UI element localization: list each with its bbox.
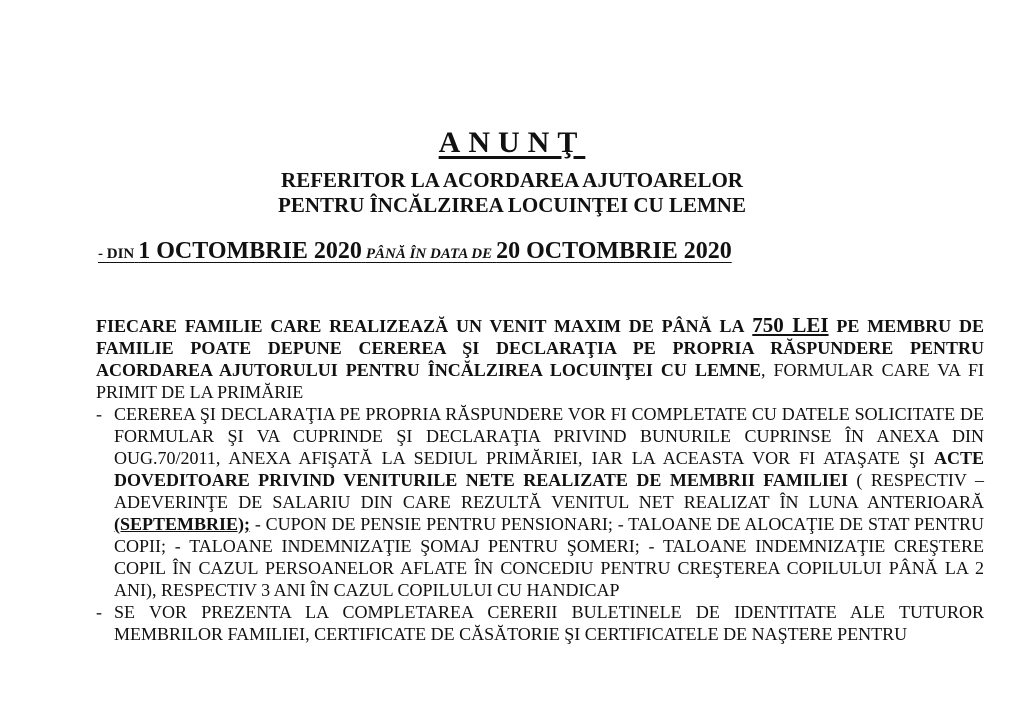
item1-text-2: ( RESPECTIV – ADEVERINŢE DE SALARIU DIN CARE REZULTĂ VENITUL NET REALIZAT ÎN LUNA ANTERIOARĂ [114,470,984,512]
period-connector: PÂNĂ ÎN DATA DE [365,246,493,262]
list-item [96,403,984,601]
intro-text-2: PE MEMBRU DE FAMILIE POATE DEPUNE CEREREA ŞI DECLARAŢIA PE PROPRIA RĂSPUNDERE PENTRU ACORDAREA AJUTORULUI PENTRU ÎNCĂLZIREA LOCUINŢEI CU LEMNE [96,316,985,380]
item1-text-1: CEREREA ŞI DECLARAŢIA PE PROPRIA RĂSPUNDERE VOR FI COMPLETATE CU DATELE SOLICITATE DE FORMULAR ŞI VA CUPRINDE ŞI DECLARAŢIA PRIVIND BUNURILE CUPRINSE ÎN ANEXA DIN OUG.70/2011, ANEXA AFIŞATĂ LA SEDIUL PRIMĂRIEI, IAR LA ACEASTA VOR FI ATAŞATE ŞI [114,404,984,468]
period-end-date: 20 OCTOMBRIE 2020 [496,238,732,264]
period-start-date: 1 OCTOMBRIE 2020 [138,238,362,264]
requirements-list [96,403,984,645]
item1-bold-text: ACTE DOVEDITOARE PRIVIND VENITURILE NETE REALIZATE DE MEMBRII FAMILIEI [114,448,984,490]
list-item [96,601,984,645]
subtitle-line-1: REFERITOR LA ACORDAREA AJUTOARELOR [281,168,743,192]
intro-text-3: , FORMULAR CARE VA FI PRIMIT DE LA PRIMĂRIE [96,360,985,402]
intro-paragraph [96,314,984,403]
period-line [98,238,732,265]
item2-text: SE VOR PREZENTA LA COMPLETAREA CERERII BULETINELE DE IDENTITATE ALE TUTUROR MEMBRILOR FAMILIEI, CERTIFICATE DE CĂSĂTORIE ŞI CERTIFICATELE DE NAŞTERE PENTRU [114,602,984,644]
period-prefix: - DIN [98,246,135,262]
item1-text-3: - CUPON DE PENSIE PENTRU PENSIONARI; - TALOANE DE ALOCAŢIE DE STAT PENTRU COPII; - TALOANE INDEMNIZAŢIE ŞOMAJ PENTRU ŞOMERI; - TALOANE INDEMNIZAŢIE CREŞTERE COPIL ÎN CAZUL PERSOANELOR AFLATE ÎN CONCEDIU PENTRU CREŞTEREA COPILULUI PÂNĂ LA 2 ANI), RESPECTIV 3 ANI ÎN CAZUL COPILULUI CU HANDICAP [114,514,984,600]
page-title: ANUNŢ [438,126,586,159]
announcement-body [96,314,984,645]
subtitle-line-2: PENTRU ÎNCĂLZIREA LOCUINŢEI CU LEMNE [278,193,746,217]
income-limit: 750 LEI [752,313,829,337]
item1-month: (SEPTEMBRIE); [114,514,251,534]
intro-text-1: FIECARE FAMILIE CARE REALIZEAZĂ UN VENIT MAXIM DE PÂNĂ LA [96,316,745,336]
